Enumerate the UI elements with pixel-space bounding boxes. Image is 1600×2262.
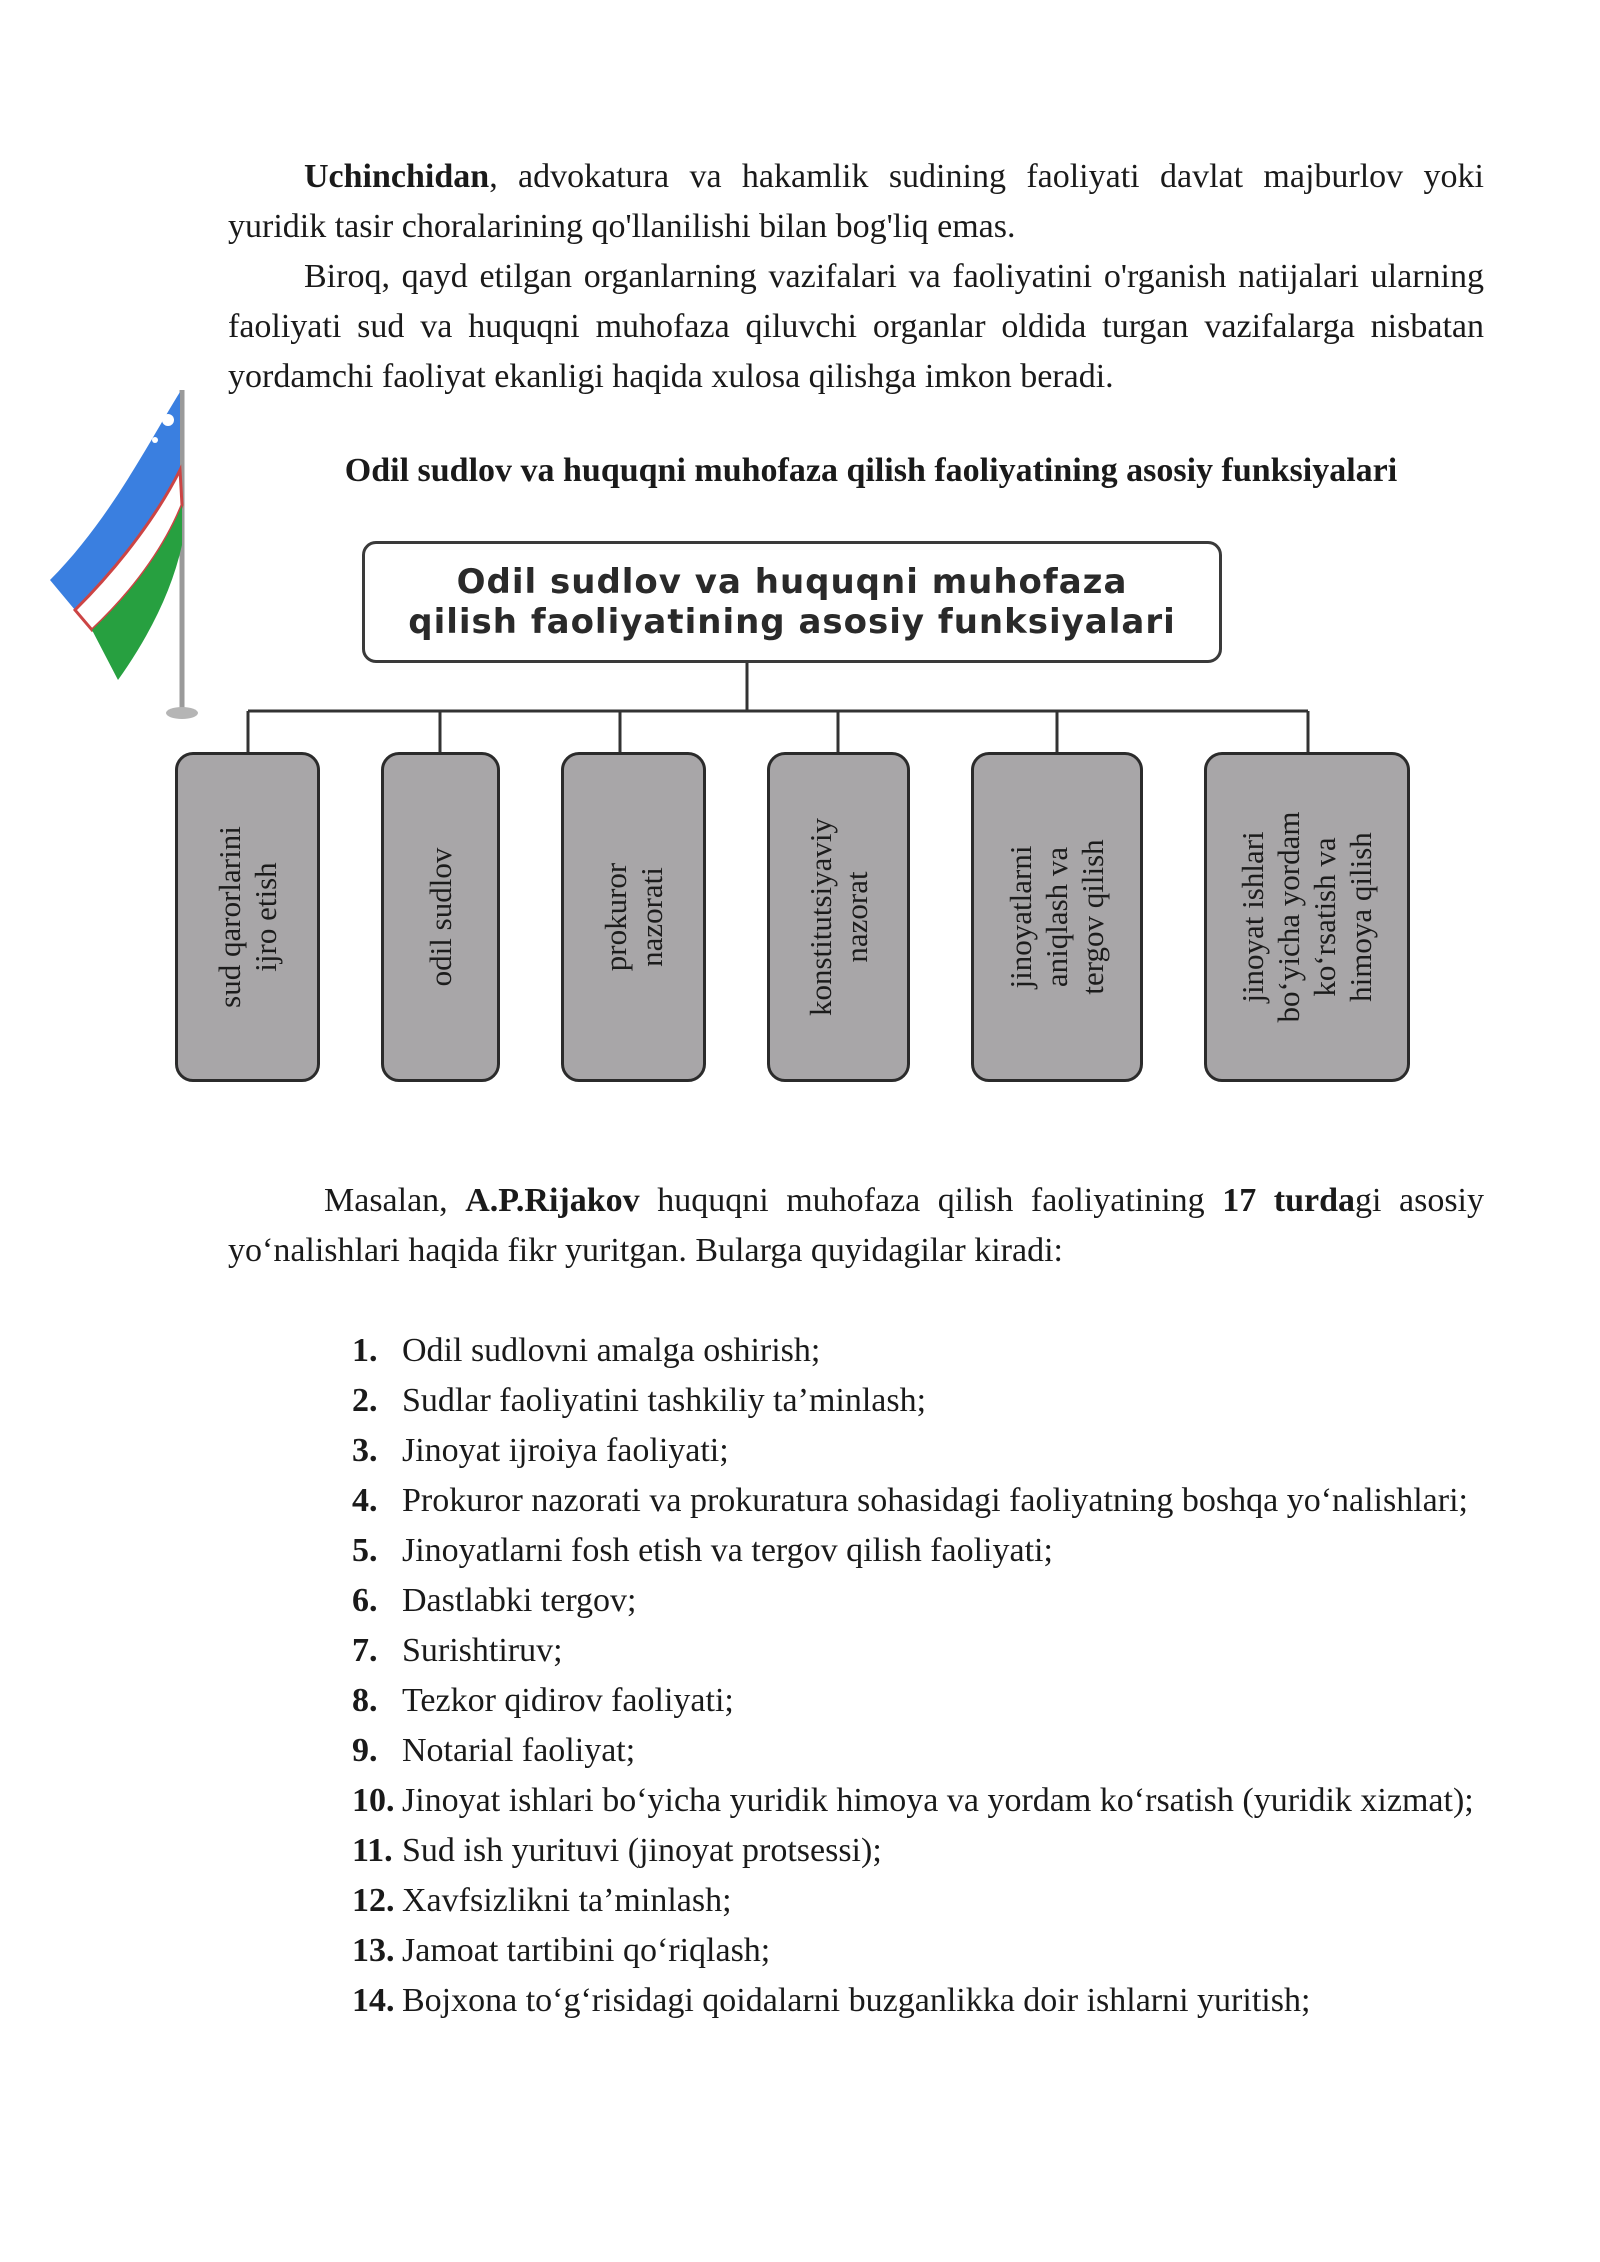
list-number: 3. [352, 1432, 378, 1469]
directions-list [352, 1326, 1484, 2026]
list-item [352, 1776, 1484, 1826]
list-number: 13. [352, 1932, 395, 1969]
list-number: 8. [352, 1682, 378, 1719]
diagram-root-box [362, 541, 1222, 663]
diagram-branch-6 [1204, 752, 1410, 1082]
list-text: Prokuror nazorati va prokuratura sohasidagi faoliyatning boshqa yo‘nalishlari; [402, 1482, 1468, 1519]
list-text: Jinoyatlarni fosh etish va tergov qilish faoliyati; [402, 1532, 1053, 1569]
para2-mid: huquqni muhofaza qilish faoliyatining [639, 1182, 1223, 1219]
count-bold: 17 turda [1222, 1182, 1355, 1219]
list-number: 2. [352, 1382, 378, 1419]
list-number: 7. [352, 1632, 378, 1669]
para2-end: asosiy yo‘nalishlari haqida fikr yuritgan. Bularga quyidagilar kiradi: [228, 1182, 1485, 1269]
list-number: 9. [352, 1732, 378, 1769]
diagram-branch-4 [767, 752, 910, 1082]
list-item [352, 1626, 1484, 1676]
list-item [352, 1926, 1484, 1976]
list-text: Tezkor qidirov faoliyati; [402, 1682, 734, 1719]
list-item [352, 1976, 1484, 2026]
diagram-branch-2 [381, 752, 500, 1082]
list-text: Sud ish yurituvi (jinoyat protsessi); [402, 1832, 882, 1869]
list-text: Surishtiruv; [402, 1632, 563, 1669]
branch-label: prokuror nazorati [597, 862, 669, 972]
para1-rest: , advokatura va hakamlik sudining faoliyati davlat majburlov yoki yuridik tasir choralarining qo'llanilishi bilan bog'liq emas. [228, 158, 1484, 245]
list-text: Xavfsizlikni ta’minlash; [402, 1882, 732, 1919]
diagram-branch-5 [971, 752, 1143, 1082]
branch-label: sud qarorlarini ijro etish [211, 826, 283, 1008]
list-text: Sudlar faoliyatini tashkiliy ta’minlash; [402, 1382, 927, 1419]
branch-label: odil sudlov [422, 847, 458, 987]
list-item [352, 1376, 1484, 1426]
branch-label: konstitutsiyaviy nazorat [802, 817, 874, 1017]
section-heading: Odil sudlov va huquqni muhofaza qilish faoliyatining asosiy funksiyalari [344, 452, 1398, 489]
list-number: 14. [352, 1982, 395, 2019]
count-rest: gi [1355, 1182, 1382, 1219]
biroq-paragraph: Biroq, qayd etilgan organlarning vazifalari va faoliyatini o'rganish natijalari ularning faoliyati sud va huquqni muhofaza qiluvchi organlar oldida turgan vazifalarga nisbatan yordamchi faoliyat ekanligi haqida xulosa qilishga imkon beradi. [228, 258, 1484, 395]
diagram-branch-1 [175, 752, 320, 1082]
list-text: Dastlabki tergov; [402, 1582, 637, 1619]
list-item [352, 1326, 1484, 1376]
author-name: A.P.Rijakov [465, 1182, 640, 1219]
list-text: Jinoyat ishlari bo‘yicha yuridik himoya va yordam ko‘rsatish (yuridik xizmat); [402, 1782, 1474, 1819]
list-text: Odil sudlovni amalga oshirish; [402, 1332, 821, 1369]
list-number: 11. [352, 1832, 393, 1869]
masalan-paragraph [228, 1176, 1484, 1276]
diagram-root-label: Odil sudlov va huquqni muhofaza qilish faoliyatining asosiy funksiyalari [408, 562, 1176, 642]
list-number: 12. [352, 1882, 395, 1919]
diagram-branch-3 [561, 752, 706, 1082]
list-text: Jinoyat ijroiya faoliyati; [402, 1432, 729, 1469]
branch-label: jinoyat ishlari bo‘yicha yordam ko‘rsatish va himoya qilish [1235, 811, 1378, 1023]
list-number: 10. [352, 1782, 395, 1819]
list-item [352, 1426, 1484, 1476]
list-item [352, 1826, 1484, 1876]
para2-prefix: Masalan, [324, 1182, 466, 1219]
list-text: Notarial faoliyat; [402, 1732, 636, 1769]
uchinchidan-bold: Uchinchidan [304, 158, 490, 195]
list-number: 6. [352, 1582, 378, 1619]
list-item [352, 1876, 1484, 1926]
functions-diagram [0, 0, 1600, 1120]
list-item [352, 1726, 1484, 1776]
list-number: 4. [352, 1482, 378, 1519]
list-text: Bojxona to‘g‘risidagi qoidalarni buzganlikka doir ishlarni yuritish; [402, 1982, 1311, 2019]
list-number: 1. [352, 1332, 378, 1369]
list-text: Jamoat tartibini qo‘riqlash; [402, 1932, 771, 1969]
list-item [352, 1676, 1484, 1726]
list-item [352, 1526, 1484, 1576]
list-item [352, 1576, 1484, 1626]
list-number: 5. [352, 1532, 378, 1569]
branch-label: jinoyatlarni aniqlash va tergov qilish [1003, 839, 1110, 995]
list-item [352, 1476, 1484, 1526]
